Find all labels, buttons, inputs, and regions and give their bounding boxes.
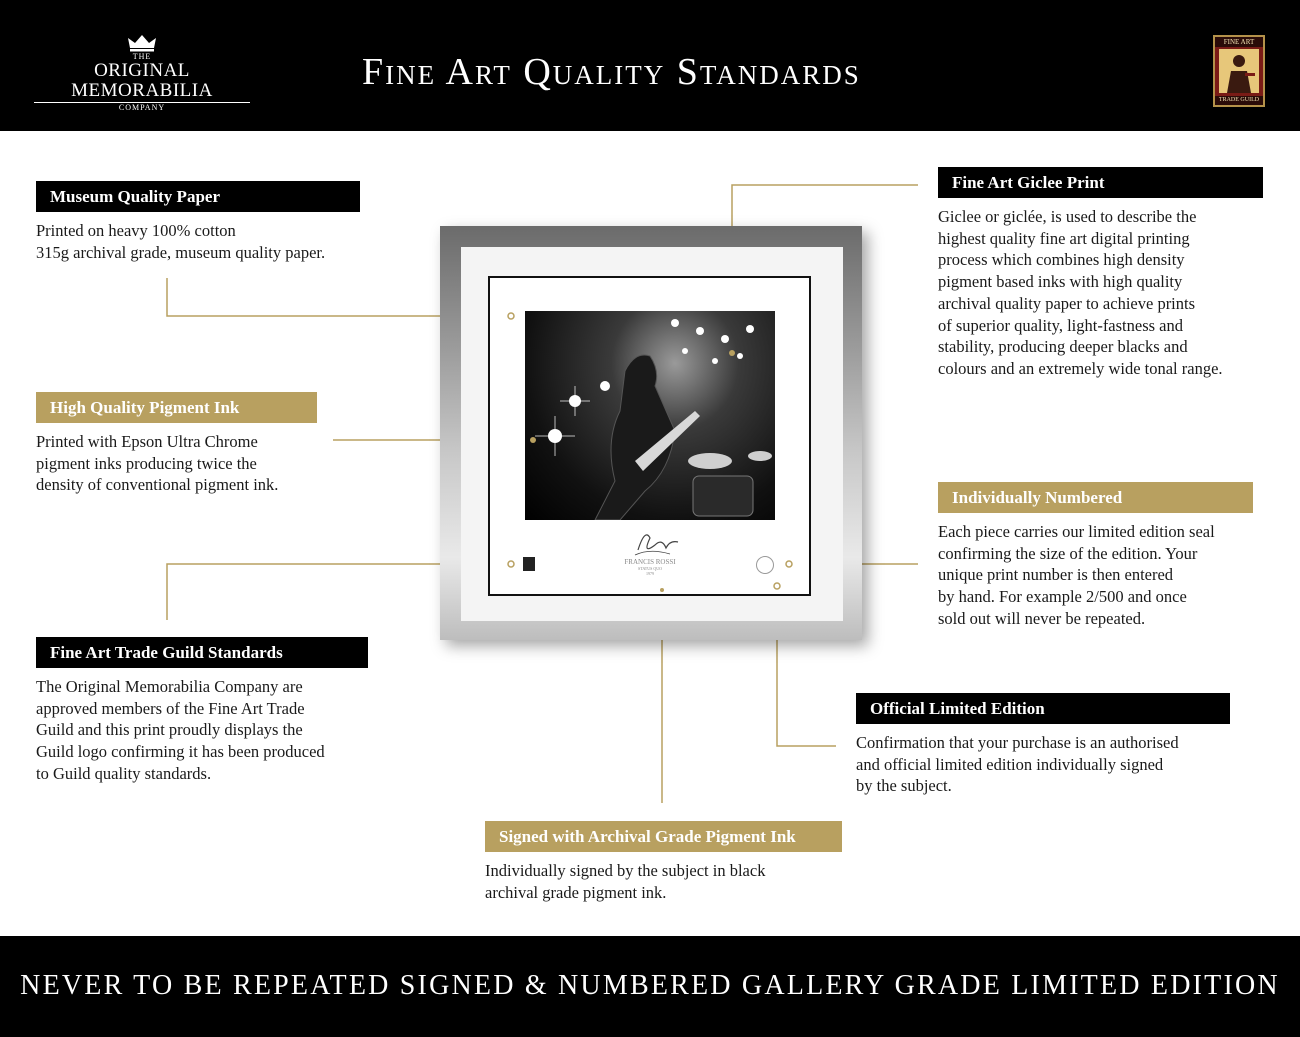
guild-logo-bottom: TRADE GUILD bbox=[1215, 96, 1263, 105]
desc-line: approved members of the Fine Art Trade bbox=[36, 698, 305, 718]
desc-line: pigment inks producing twice the bbox=[36, 453, 257, 473]
desc-line: pigment based inks with high quality bbox=[938, 272, 1183, 292]
logo-name: ORIGINAL MEMORABILIA bbox=[34, 61, 250, 103]
pigment-ink-description bbox=[36, 431, 278, 496]
desc-line: Printed on heavy 100% cotton bbox=[36, 221, 236, 240]
desc-line: density of conventional pigment ink. bbox=[36, 475, 279, 495]
desc-line: Each piece carries our limited edition seal bbox=[938, 522, 1215, 541]
giclee-label: Fine Art Giclee Print bbox=[938, 167, 1263, 198]
guild-logo-top: FINE ART bbox=[1215, 37, 1263, 47]
desc-line: archival quality paper to achieve prints bbox=[938, 293, 1196, 313]
desc-line: The Original Memorabilia Company are bbox=[36, 677, 303, 696]
signed-description bbox=[485, 860, 765, 903]
desc-line: highest quality fine art digital printing bbox=[938, 228, 1190, 248]
museum-paper-label: Museum Quality Paper bbox=[36, 181, 360, 212]
page-title: Fine Art Quality Standards bbox=[362, 51, 861, 93]
desc-line: Printed with Epson Ultra Chrome bbox=[36, 432, 258, 451]
desc-line: Individually signed by the subject in black bbox=[485, 861, 766, 880]
desc-line: of superior quality, light-fastness and bbox=[938, 315, 1184, 335]
limited-edition-label: Official Limited Edition bbox=[856, 693, 1230, 724]
desc-line: confirming the size of the edition. Your bbox=[938, 543, 1198, 563]
logo-company: COMPANY bbox=[118, 103, 166, 112]
desc-line: and official limited edition individually signed bbox=[856, 754, 1164, 774]
print-caption-sub: STATUS QUO bbox=[637, 566, 662, 571]
print-caption-name: FRANCIS ROSSI bbox=[624, 558, 676, 566]
print-caption-year: 1979 bbox=[646, 571, 654, 576]
desc-line: by hand. For example 2/500 and once bbox=[938, 587, 1187, 607]
museum-paper-description bbox=[36, 220, 325, 263]
desc-line: Giclee or giclée, is used to describe the bbox=[938, 207, 1197, 226]
giclee-description bbox=[938, 206, 1223, 380]
guild-standards-label: Fine Art Trade Guild Standards bbox=[36, 637, 368, 668]
desc-line: Guild and this print proudly displays the bbox=[36, 720, 303, 740]
pigment-ink-label: High Quality Pigment Ink bbox=[36, 392, 317, 423]
numbered-description bbox=[938, 521, 1215, 630]
desc-line: process which combines high density bbox=[938, 250, 1185, 270]
desc-line: to Guild quality standards. bbox=[36, 763, 212, 783]
signed-label: Signed with Archival Grade Pigment Ink bbox=[485, 821, 842, 852]
logo-the: THE bbox=[132, 52, 152, 61]
desc-line: 315g archival grade, museum quality paper. bbox=[36, 242, 326, 262]
desc-line: colours and an extremely wide tonal range. bbox=[938, 358, 1223, 378]
desc-line: unique print number is then entered bbox=[938, 565, 1174, 585]
footer-tagline: NEVER TO BE REPEATED SIGNED & NUMBERED GALLERY GRADE LIMITED EDITION bbox=[20, 970, 1280, 1001]
limited-edition-description bbox=[856, 732, 1179, 797]
desc-line: sold out will never be repeated. bbox=[938, 608, 1146, 628]
guild-standards-description bbox=[36, 676, 325, 785]
desc-line: Guild logo confirming it has been produced bbox=[36, 742, 325, 762]
desc-line: by the subject. bbox=[856, 776, 952, 796]
desc-line: archival grade pigment ink. bbox=[485, 882, 667, 902]
numbered-label: Individually Numbered bbox=[938, 482, 1253, 513]
desc-line: stability, producing deeper blacks and bbox=[938, 337, 1188, 357]
desc-line: Confirmation that your purchase is an authorised bbox=[856, 733, 1179, 752]
